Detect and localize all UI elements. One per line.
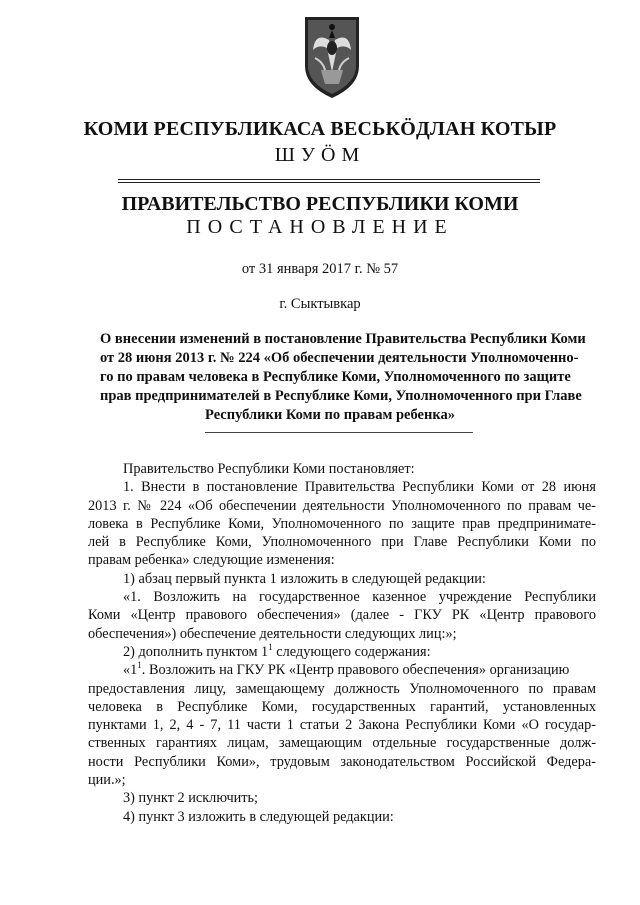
body-line: 4) пункт 3 изложить в следующей редакции: bbox=[123, 808, 394, 825]
title-line: го по правам человека в Республике Коми, Уполномоченного по защите bbox=[100, 369, 571, 385]
body-line: лей в Республике Коми, Уполномоченного при Главе Республики Коми по bbox=[88, 534, 596, 551]
body-line: человека в Республике Коми, государственных гарантий, установленных bbox=[88, 698, 596, 715]
body-line: «1. Возложить на государственное казенное учреждение Республики bbox=[123, 589, 596, 606]
body-line: 1. Внести в постановление Правительства Республики Коми от 28 июня bbox=[123, 479, 596, 496]
body-line bbox=[88, 643, 596, 661]
komi-coat-of-arms-icon bbox=[301, 14, 363, 100]
body-line: Правительство Республики Коми постановляет: bbox=[123, 461, 415, 477]
superscript: 1 bbox=[268, 641, 273, 652]
document-title bbox=[100, 330, 586, 425]
body-line: ловека в Республике Коми, Уполномоченного по защите прав предпринимате- bbox=[88, 515, 596, 532]
title-line: Республики Коми по правам ребенка» bbox=[205, 407, 455, 423]
document-date: от 31 января 2017 г. № 57 bbox=[241, 261, 399, 277]
header-komi-title: КОМИ РЕСПУБЛИКАСА ВЕСЬКӦДЛАН КОТЫР bbox=[83, 118, 557, 140]
body-line: Коми «Центр правового обеспечения» (далее - ГКУ РК «Центр правового bbox=[88, 607, 596, 624]
body-text: 2) дополнить пунктом 1 bbox=[123, 643, 269, 660]
body-line: ции.»; bbox=[88, 772, 126, 789]
body-line: 3) пункт 2 исключить; bbox=[123, 790, 259, 807]
superscript: 1 bbox=[137, 660, 142, 671]
body-line: ственных гарантиях лицам, замещающим отдельные государственные долж- bbox=[88, 735, 596, 752]
body-line: 2013 г. № 224 «Об обеспечении деятельности Уполномоченного по правам че- bbox=[88, 497, 596, 514]
body-line: ности Республики Коми», трудовым законодательством Российской Федера- bbox=[88, 753, 596, 770]
body-text: следующего содержания: bbox=[272, 643, 431, 660]
header-doc-type: ПОСТАНОВЛЕНИЕ bbox=[186, 216, 454, 238]
body-text: . Возложить на ГКУ РК «Центр правового обеспечения» организацию bbox=[141, 662, 570, 679]
title-line: от 28 июня 2013 г. № 224 «Об обеспечении деятельности Уполномоченно- bbox=[100, 350, 579, 366]
title-line: О внесении изменений в постановление Правительства Республики Коми bbox=[100, 331, 586, 347]
title-line: прав предпринимателей в Республике Коми, Уполномоченного при Главе bbox=[100, 388, 582, 404]
document-city: г. Сыктывкар bbox=[279, 296, 361, 312]
body-line: предоставления лицу, замещающему должность Уполномоченного по правам bbox=[88, 680, 596, 697]
body-line bbox=[88, 661, 596, 679]
header-komi-doc-type: ШУӦМ bbox=[274, 144, 366, 166]
body-text: «1 bbox=[123, 662, 138, 679]
body-line: пунктами 1, 2, 4 - 7, 11 части 1 статьи 2 Закона Республики Коми «О государ- bbox=[88, 717, 596, 734]
header-divider bbox=[118, 179, 540, 180]
title-separator bbox=[205, 432, 473, 433]
header-divider-thin bbox=[118, 182, 540, 183]
body-line: правам ребенка» следующие изменения: bbox=[88, 552, 335, 569]
body-line: 1) абзац первый пункта 1 изложить в следующей редакции: bbox=[123, 570, 486, 587]
body-line: обеспечения») обеспечение деятельности следующих лиц:»; bbox=[88, 625, 457, 642]
document-body bbox=[88, 460, 596, 826]
header-government-title: ПРАВИТЕЛЬСТВО РЕСПУБЛИКИ КОМИ bbox=[121, 193, 519, 215]
